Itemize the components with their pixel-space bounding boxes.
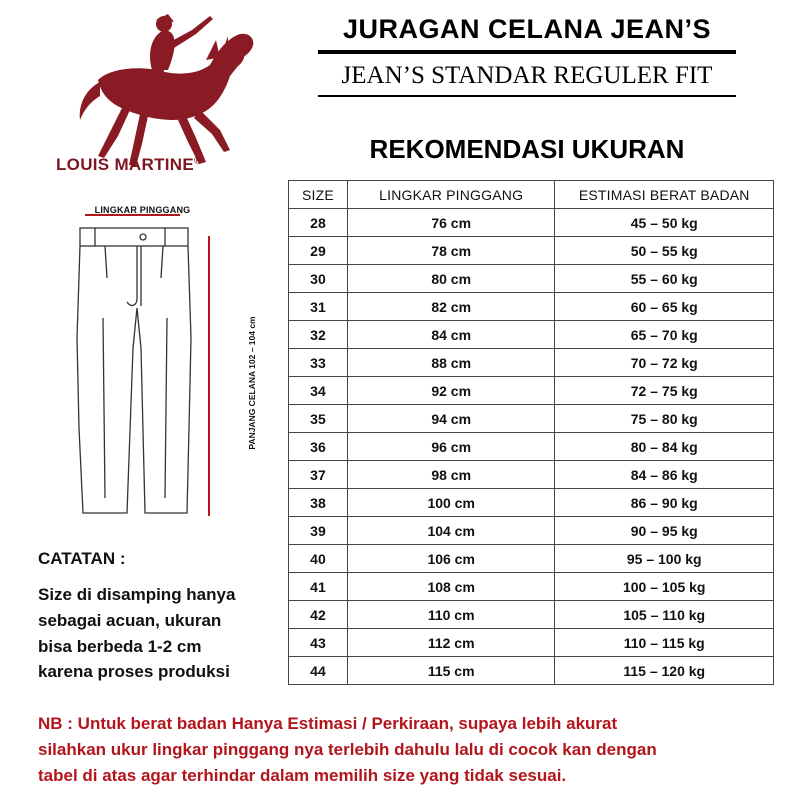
weight-cell: 75 – 80 kg xyxy=(555,405,774,433)
table-row xyxy=(289,461,774,489)
weight-cell: 115 – 120 kg xyxy=(555,657,774,685)
table-row xyxy=(289,349,774,377)
section-title: REKOMENDASI UKURAN xyxy=(369,134,685,164)
weight-cell: 72 – 75 kg xyxy=(555,377,774,405)
size-cell: 30 xyxy=(289,265,348,293)
size-cell: 35 xyxy=(289,405,348,433)
waist-label: LINGKAR PINGGANG xyxy=(94,205,191,215)
size-cell: 38 xyxy=(289,489,348,517)
weight-cell: 84 – 86 kg xyxy=(555,461,774,489)
weight-cell: 80 – 84 kg xyxy=(555,433,774,461)
table-header-row xyxy=(289,181,774,209)
weight-cell: 65 – 70 kg xyxy=(555,321,774,349)
table-row xyxy=(289,517,774,545)
size-cell: 41 xyxy=(289,573,348,601)
table-row xyxy=(289,265,774,293)
size-cell: 32 xyxy=(289,321,348,349)
weight-cell: 50 – 55 kg xyxy=(555,237,774,265)
size-cell: 28 xyxy=(289,209,348,237)
note-line: sebagai acuan, ukuran xyxy=(38,611,222,630)
weight-cell: 95 – 100 kg xyxy=(555,545,774,573)
notes-title: CATATAN : xyxy=(38,549,126,568)
page-subtitle: JEAN’S STANDAR REGULER FIT xyxy=(341,62,713,89)
table-row xyxy=(289,293,774,321)
waist-cell: 84 cm xyxy=(347,321,555,349)
table-row xyxy=(289,209,774,237)
size-cell: 43 xyxy=(289,629,348,657)
waist-cell: 96 cm xyxy=(347,433,555,461)
weight-cell: 70 – 72 kg xyxy=(555,349,774,377)
waist-cell: 78 cm xyxy=(347,237,555,265)
waist-cell: 88 cm xyxy=(347,349,555,377)
table-row xyxy=(289,321,774,349)
waist-cell: 104 cm xyxy=(347,517,555,545)
brand-name: LOUIS MARTINE® xyxy=(56,155,202,174)
page-title: JURAGAN CELANA JEAN’S xyxy=(342,14,712,44)
table-row xyxy=(289,545,774,573)
table-row xyxy=(289,433,774,461)
weight-cell: 110 – 115 kg xyxy=(555,629,774,657)
waist-cell: 76 cm xyxy=(347,209,555,237)
note-line: Size di disamping hanya xyxy=(38,585,236,604)
waist-cell: 112 cm xyxy=(347,629,555,657)
subtitle-underline xyxy=(318,95,736,97)
size-cell: 29 xyxy=(289,237,348,265)
size-cell: 42 xyxy=(289,601,348,629)
size-cell: 33 xyxy=(289,349,348,377)
length-label: PANJANG CELANA 102 – 104 cm xyxy=(247,316,257,450)
title-underline xyxy=(318,50,736,54)
waist-cell: 110 cm xyxy=(347,601,555,629)
size-cell: 36 xyxy=(289,433,348,461)
size-cell: 40 xyxy=(289,545,348,573)
column-header-weight: ESTIMASI BERAT BADAN xyxy=(555,181,774,209)
waist-cell: 108 cm xyxy=(347,573,555,601)
table-row xyxy=(289,237,774,265)
waist-cell: 82 cm xyxy=(347,293,555,321)
waist-cell: 100 cm xyxy=(347,489,555,517)
weight-cell: 60 – 65 kg xyxy=(555,293,774,321)
waist-cell: 106 cm xyxy=(347,545,555,573)
waist-cell: 98 cm xyxy=(347,461,555,489)
size-cell: 44 xyxy=(289,657,348,685)
weight-cell: 45 – 50 kg xyxy=(555,209,774,237)
size-cell: 37 xyxy=(289,461,348,489)
footer-note-line: NB : Untuk berat badan Hanya Estimasi / Perkiraan, supaya lebih akurat xyxy=(38,714,618,733)
footer-note-line: tabel di atas agar terhindar dalam memilih size yang tidak sesuai. xyxy=(38,766,567,785)
footer-note-line: silahkan ukur lingkar pinggang nya terlebih dahulu lalu di cocok kan dengan xyxy=(38,740,657,759)
note-line: karena proses produksi xyxy=(38,662,230,681)
table-row xyxy=(289,601,774,629)
table-row xyxy=(289,377,774,405)
column-header-size: SIZE xyxy=(289,181,348,209)
size-cell: 39 xyxy=(289,517,348,545)
table-row xyxy=(289,573,774,601)
pants-diagram-icon xyxy=(55,198,235,523)
table-row xyxy=(289,489,774,517)
waist-cell: 94 cm xyxy=(347,405,555,433)
weight-cell: 105 – 110 kg xyxy=(555,601,774,629)
size-cell: 31 xyxy=(289,293,348,321)
weight-cell: 90 – 95 kg xyxy=(555,517,774,545)
table-row xyxy=(289,629,774,657)
weight-cell: 86 – 90 kg xyxy=(555,489,774,517)
column-header-waist: LINGKAR PINGGANG xyxy=(347,181,555,209)
weight-cell: 100 – 105 kg xyxy=(555,573,774,601)
note-line: bisa berbeda 1-2 cm xyxy=(38,637,202,656)
waist-cell: 115 cm xyxy=(347,657,555,685)
table-row xyxy=(289,657,774,685)
weight-cell: 55 – 60 kg xyxy=(555,265,774,293)
size-cell: 34 xyxy=(289,377,348,405)
waist-cell: 80 cm xyxy=(347,265,555,293)
table-row xyxy=(289,405,774,433)
size-table xyxy=(288,180,774,685)
waist-cell: 92 cm xyxy=(347,377,555,405)
